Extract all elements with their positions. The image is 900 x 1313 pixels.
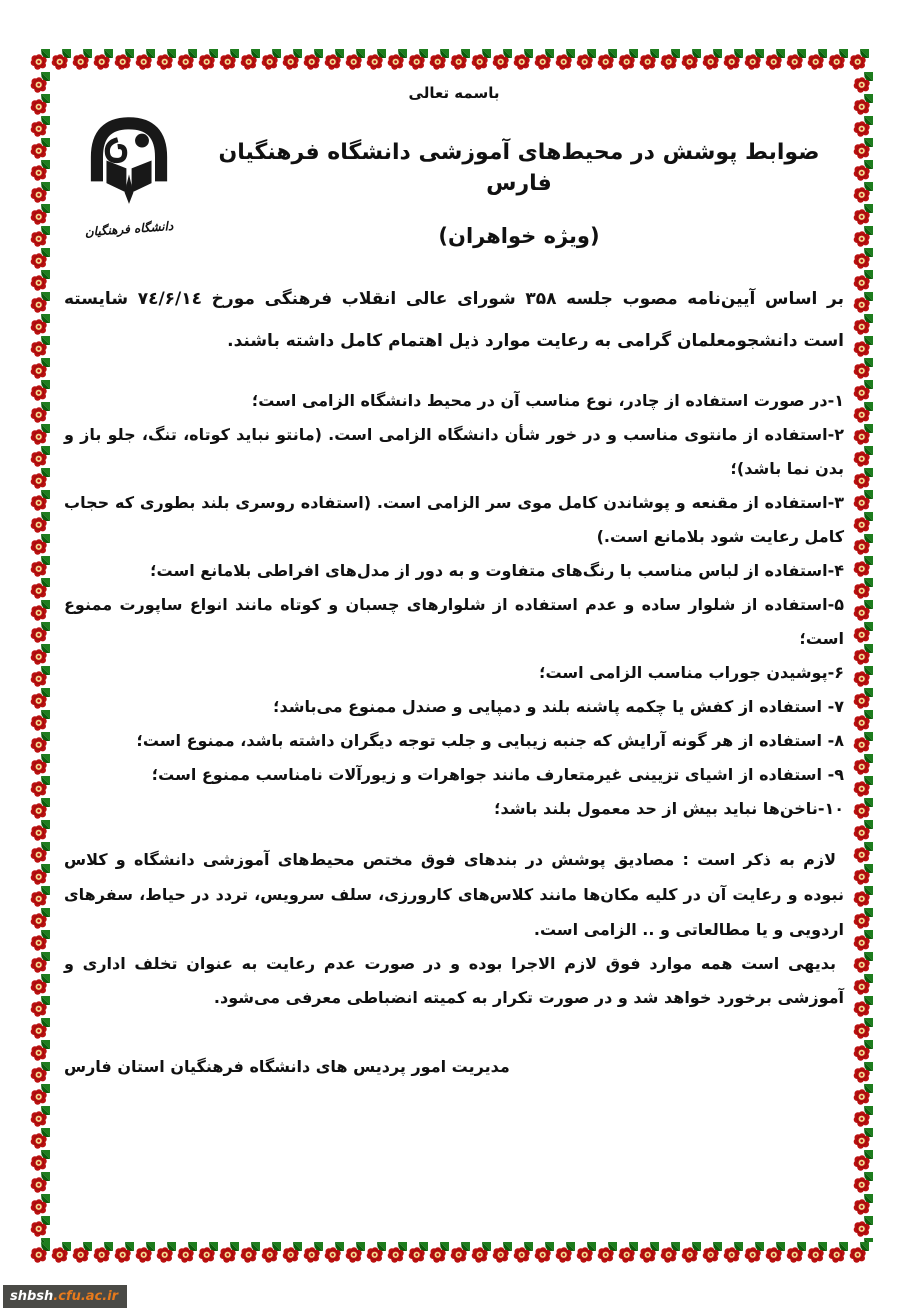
watermark-prefix: shbsh (10, 1289, 54, 1304)
flower-ornament-icon (30, 72, 51, 94)
flower-ornament-icon (450, 1242, 471, 1264)
flower-ornament-icon (30, 1194, 51, 1216)
university-logo-caption: دانشگاه فرهنگیان (84, 218, 174, 240)
flower-ornament-icon (853, 820, 874, 842)
flower-ornament-icon (30, 270, 51, 292)
flower-ornament-icon (853, 644, 874, 666)
flower-ornament-icon (30, 864, 51, 886)
note-paragraph: لازم به ذکر است : مصادیق پوشش در بندهای فوق مختص محیط‌های آموزشی دانشگاه و کلاس نبوده و رعایت آن در کلیه مکان‌ها مانند کلاس‌های کارورزی، سلف سرویس، تردد در حیاط، سفرهای اردویی و یا مطالعاتی و .. الزامی است. (64, 849, 844, 939)
flower-ornament-icon (93, 1242, 114, 1264)
flower-ornament-icon (282, 49, 303, 71)
flower-ornament-icon (30, 534, 51, 556)
flower-ornament-icon (513, 49, 534, 71)
closing-paragraph: بدیهی است همه موارد فوق لازم الاجرا بوده و در صورت عدم رعایت به عنوان تخلف اداری و آموزشی برخورد خواهد شد و در صورت تکرار به کمیته انضباطی معرفی می‌شود. (64, 953, 844, 1007)
flower-ornament-icon (681, 49, 702, 71)
flower-ornament-icon (30, 754, 51, 776)
flower-ornament-icon (534, 49, 555, 71)
flower-ornament-icon (702, 49, 723, 71)
rule-item: ۲-استفاده از مانتوی مناسب و در خور شأن دانشگاه الزامی است. (مانتو نباید کوتاه، تنگ، جلو باز و بدن نما باشد)؛ (64, 424, 844, 478)
flower-ornament-icon (853, 1084, 874, 1106)
flower-ornament-icon (135, 1242, 156, 1264)
flower-ornament-icon (30, 138, 51, 160)
flower-ornament-icon (853, 864, 874, 886)
flower-ornament-icon (30, 1062, 51, 1084)
flower-ornament-icon (853, 666, 874, 688)
flower-ornament-icon (30, 644, 51, 666)
flower-ornament-icon (30, 600, 51, 622)
watermark-suffix: .cfu.ac.ir (53, 1289, 119, 1304)
flower-ornament-icon (387, 1242, 408, 1264)
flower-ornament-icon (30, 446, 51, 468)
flower-ornament-icon (853, 424, 874, 446)
intro-paragraph: بر اساس آیین‌نامه مصوب جلسه ۳۵۸ شورای عالی انقلاب فرهنگی مورخ ۷٤/۶/۱٤ شایسته است دانشجومعلمان گرامی به رعایت موارد ذیل اهتمام کامل داشته باشند. (64, 288, 844, 351)
flower-ornament-icon (534, 1242, 555, 1264)
flower-ornament-icon (853, 842, 874, 864)
flower-ornament-icon (807, 49, 828, 71)
bismillah-text: باسمه تعالی (408, 84, 500, 102)
flower-ornament-icon (492, 1242, 513, 1264)
flower-ornament-icon (261, 1242, 282, 1264)
flower-ornament-icon (345, 49, 366, 71)
flower-ornament-icon (853, 1018, 874, 1040)
flower-ornament-icon (765, 1242, 786, 1264)
flower-ornament-icon (51, 49, 72, 71)
flower-ornament-icon (723, 49, 744, 71)
flower-ornament-icon (853, 512, 874, 534)
flower-ornament-icon (30, 952, 51, 974)
flower-ornament-icon (471, 1242, 492, 1264)
flower-ornament-icon (30, 820, 51, 842)
university-logo-icon (77, 112, 181, 216)
flower-ornament-icon (72, 49, 93, 71)
flower-ornament-icon (765, 49, 786, 71)
flower-ornament-icon (219, 1242, 240, 1264)
flower-ornament-icon (786, 1242, 807, 1264)
flower-ornament-icon (30, 1238, 51, 1242)
flower-ornament-icon (618, 49, 639, 71)
flower-ornament-icon (828, 1242, 849, 1264)
flower-ornament-icon (30, 996, 51, 1018)
flower-ornament-icon (114, 1242, 135, 1264)
decorative-border-right (853, 72, 876, 1242)
rule-item: ۱۰-ناخن‌ها نباید بیش از حد معمول بلند باشد؛ (494, 798, 844, 818)
flower-ornament-icon (639, 1242, 660, 1264)
flower-ornament-icon (853, 336, 874, 358)
flower-ornament-icon (853, 248, 874, 270)
rule-item: ۳-استفاده از مقنعه و پوشاندن کامل موی سر الزامی است. (استفاده روسری بلند بطوری که حجاب کامل رعایت شود بلامانع است.) (64, 492, 844, 546)
flower-ornament-icon (853, 116, 874, 138)
flower-ornament-icon (849, 1242, 870, 1264)
flower-ornament-icon (30, 842, 51, 864)
flower-ornament-icon (30, 94, 51, 116)
flower-ornament-icon (853, 1106, 874, 1128)
page-title: ضوابط پوشش در محیط‌های آموزشی دانشگاه فرهنگیان فارس (218, 140, 820, 196)
flower-ornament-icon (853, 1128, 874, 1150)
flower-ornament-icon (240, 1242, 261, 1264)
flower-ornament-icon (30, 1040, 51, 1062)
flower-ornament-icon (853, 1150, 874, 1172)
flower-ornament-icon (324, 49, 345, 71)
flower-ornament-icon (387, 49, 408, 71)
flower-ornament-icon (30, 1172, 51, 1194)
flower-ornament-icon (30, 160, 51, 182)
flower-ornament-icon (639, 49, 660, 71)
flower-ornament-icon (30, 248, 51, 270)
rule-item: ۵-استفاده از شلوار ساده و عدم استفاده از شلوارهای چسبان و کوتاه مانند انواع ساپورت ممنوع است؛ (64, 594, 844, 648)
flower-ornament-icon (492, 49, 513, 71)
flower-ornament-icon (156, 1242, 177, 1264)
rule-item: ۹- استفاده از اشیای تزیینی غیرمتعارف مانند جواهرات و زیورآلات نامناسب ممنوع است؛ (151, 764, 844, 784)
flower-ornament-icon (30, 666, 51, 688)
decorative-border-bottom (30, 1242, 878, 1265)
flower-ornament-icon (853, 182, 874, 204)
flower-ornament-icon (177, 1242, 198, 1264)
flower-ornament-icon (853, 886, 874, 908)
flower-ornament-icon (853, 94, 874, 116)
flower-ornament-icon (30, 182, 51, 204)
flower-ornament-icon (853, 72, 874, 94)
university-logo (64, 110, 194, 240)
rule-item: ۴-استفاده از لباس مناسب با رنگ‌های متفاوت و به دور از مدل‌های افراطی بلامانع است؛ (150, 560, 844, 580)
flower-ornament-icon (853, 930, 874, 952)
flower-ornament-icon (30, 1084, 51, 1106)
flower-ornament-icon (240, 49, 261, 71)
flower-ornament-icon (408, 1242, 429, 1264)
flower-ornament-icon (345, 1242, 366, 1264)
flower-ornament-icon (853, 292, 874, 314)
flower-ornament-icon (30, 314, 51, 336)
flower-ornament-icon (51, 1242, 72, 1264)
flower-ornament-icon (30, 622, 51, 644)
flower-ornament-icon (366, 1242, 387, 1264)
flower-ornament-icon (853, 600, 874, 622)
rule-item: ۶-پوشیدن جوراب مناسب الزامی است؛ (539, 662, 844, 682)
flower-ornament-icon (853, 1238, 874, 1242)
flower-ornament-icon (853, 688, 874, 710)
flower-ornament-icon (853, 754, 874, 776)
flower-ornament-icon (30, 908, 51, 930)
watermark-badge (3, 1285, 127, 1308)
flower-ornament-icon (828, 49, 849, 71)
flower-ornament-icon (30, 1242, 51, 1264)
flower-ornament-icon (807, 1242, 828, 1264)
flower-ornament-icon (219, 49, 240, 71)
flower-ornament-icon (471, 49, 492, 71)
title-block (194, 110, 844, 248)
flower-ornament-icon (853, 1040, 874, 1062)
flower-ornament-icon (744, 49, 765, 71)
flower-ornament-icon (853, 468, 874, 490)
flower-ornament-icon (853, 534, 874, 556)
flower-ornament-icon (597, 1242, 618, 1264)
flower-ornament-icon (30, 49, 51, 71)
flower-ornament-icon (429, 49, 450, 71)
flower-ornament-icon (30, 226, 51, 248)
flower-ornament-icon (30, 688, 51, 710)
flower-ornament-icon (450, 49, 471, 71)
flower-ornament-icon (853, 1062, 874, 1084)
flower-ornament-icon (30, 1128, 51, 1150)
document-header (64, 110, 844, 248)
flower-ornament-icon (72, 1242, 93, 1264)
flower-ornament-icon (30, 336, 51, 358)
flower-ornament-icon (853, 270, 874, 292)
flower-ornament-icon (853, 732, 874, 754)
flower-ornament-icon (30, 380, 51, 402)
flower-ornament-icon (30, 402, 51, 424)
flower-ornament-icon (723, 1242, 744, 1264)
flower-ornament-icon (853, 226, 874, 248)
flower-ornament-icon (853, 358, 874, 380)
flower-ornament-icon (513, 1242, 534, 1264)
flower-ornament-icon (30, 556, 51, 578)
flower-ornament-icon (429, 1242, 450, 1264)
flower-ornament-icon (30, 776, 51, 798)
page-subtitle: (ویژه خواهران) (438, 223, 600, 248)
flower-ornament-icon (303, 1242, 324, 1264)
rule-item: ۱-در صورت استفاده از چادر، نوع مناسب آن در محیط دانشگاه الزامی است؛ (251, 390, 844, 410)
flower-ornament-icon (555, 49, 576, 71)
flower-ornament-icon (30, 358, 51, 380)
flower-ornament-icon (853, 380, 874, 402)
flower-ornament-icon (853, 952, 874, 974)
flower-ornament-icon (853, 908, 874, 930)
flower-ornament-icon (30, 1150, 51, 1172)
flower-ornament-icon (576, 49, 597, 71)
rule-item: ۸- استفاده از هر گونه آرایش که جنبه زیبایی و جلب توجه دیگران داشته باشد، ممنوع است؛ (136, 730, 844, 750)
flower-ornament-icon (30, 732, 51, 754)
flower-ornament-icon (853, 490, 874, 512)
flower-ornament-icon (744, 1242, 765, 1264)
rules-list (64, 384, 844, 826)
flower-ornament-icon (366, 49, 387, 71)
flower-ornament-icon (576, 1242, 597, 1264)
flower-ornament-icon (135, 49, 156, 71)
flower-ornament-icon (853, 160, 874, 182)
flower-ornament-icon (853, 556, 874, 578)
decorative-border-top (30, 49, 878, 72)
flower-ornament-icon (177, 49, 198, 71)
flower-ornament-icon (30, 116, 51, 138)
flower-ornament-icon (261, 49, 282, 71)
flower-ornament-icon (853, 710, 874, 732)
flower-ornament-icon (30, 204, 51, 226)
flower-ornament-icon (555, 1242, 576, 1264)
flower-ornament-icon (114, 49, 135, 71)
flower-ornament-icon (660, 1242, 681, 1264)
flower-ornament-icon (853, 314, 874, 336)
decorative-border-left (30, 72, 53, 1242)
flower-ornament-icon (30, 468, 51, 490)
flower-ornament-icon (702, 1242, 723, 1264)
flower-ornament-icon (853, 974, 874, 996)
flower-ornament-icon (30, 1216, 51, 1238)
flower-ornament-icon (30, 886, 51, 908)
flower-ornament-icon (853, 622, 874, 644)
flower-ornament-icon (853, 204, 874, 226)
flower-ornament-icon (853, 1194, 874, 1216)
signature-line: مدیریت امور پردیس های دانشگاه فرهنگیان استان فارس (64, 1056, 510, 1076)
flower-ornament-icon (681, 1242, 702, 1264)
flower-ornament-icon (618, 1242, 639, 1264)
flower-ornament-icon (853, 402, 874, 424)
flower-ornament-icon (853, 1172, 874, 1194)
flower-ornament-icon (198, 49, 219, 71)
flower-ornament-icon (303, 49, 324, 71)
flower-ornament-icon (30, 710, 51, 732)
flower-ornament-icon (853, 446, 874, 468)
flower-ornament-icon (30, 798, 51, 820)
flower-ornament-icon (853, 578, 874, 600)
flower-ornament-icon (30, 930, 51, 952)
flower-ornament-icon (30, 512, 51, 534)
flower-ornament-icon (93, 49, 114, 71)
flower-ornament-icon (156, 49, 177, 71)
flower-ornament-icon (408, 49, 429, 71)
flower-ornament-icon (198, 1242, 219, 1264)
flower-ornament-icon (786, 49, 807, 71)
flower-ornament-icon (30, 424, 51, 446)
flower-ornament-icon (30, 1018, 51, 1040)
flower-ornament-icon (30, 292, 51, 314)
flower-ornament-icon (853, 776, 874, 798)
flower-ornament-icon (30, 1106, 51, 1128)
flower-ornament-icon (282, 1242, 303, 1264)
flower-ornament-icon (30, 974, 51, 996)
document-content (64, 74, 844, 1239)
flower-ornament-icon (849, 49, 870, 71)
flower-ornament-icon (30, 490, 51, 512)
flower-ornament-icon (660, 49, 681, 71)
flower-ornament-icon (324, 1242, 345, 1264)
flower-ornament-icon (853, 798, 874, 820)
flower-ornament-icon (853, 996, 874, 1018)
rule-item: ۷- استفاده از کفش یا چکمه پاشنه بلند و دمپایی و صندل ممنوع می‌باشد؛ (273, 696, 844, 716)
flower-ornament-icon (853, 138, 874, 160)
flower-ornament-icon (853, 1216, 874, 1238)
flower-ornament-icon (597, 49, 618, 71)
flower-ornament-icon (30, 578, 51, 600)
